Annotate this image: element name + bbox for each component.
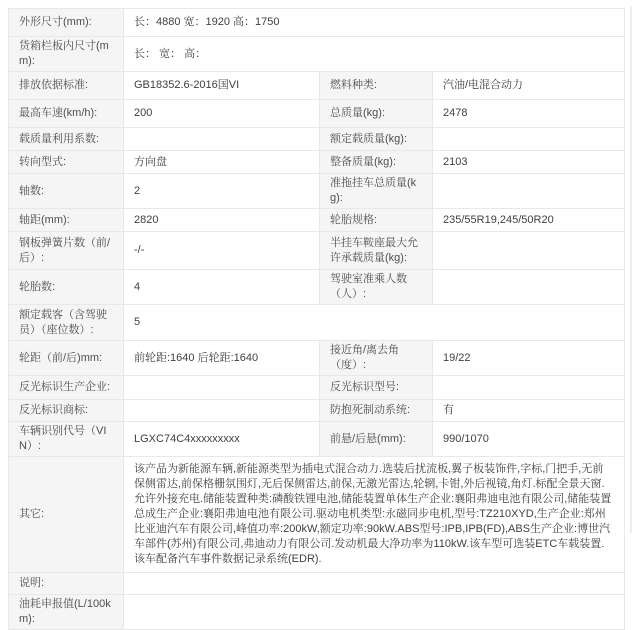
spec-label: 前悬/后悬(mm): [320,422,433,457]
spec-label: 最高车速(km/h): [9,100,124,128]
row-cargo-box-dimensions [9,37,625,72]
spec-label: 燃料种类: [320,72,433,100]
row-leaf-springs-saddle-load [9,232,625,270]
spec-label: 其它: [9,457,124,573]
spec-value [124,573,625,595]
spec-value: GB18352.6-2016国VI [124,72,320,100]
row-fuel-consumption-declared [9,595,625,630]
spec-value: 汽油/电混合动力 [433,72,625,100]
spec-label: 排放依据标准: [9,72,124,100]
spec-value: 该产品为新能源车辆,新能源类型为插电式混合动力.选装后扰流板,翼子板装饰件,字标,门把手,无前保侧雷达,前保格栅氛围灯,无后保侧雷达,前保,无激光雷达,轮辋,卡钳,外后视镜,角灯.标配全景天窗.允许外接充电.储能装置种类:磷酸铁锂电池,储能装置单体生产企业:襄阳弗迪电池有限公司,储能装置总成生产企业:襄阳弗迪电池有限公司.驱动电机类型:永磁同步电机,型号:TZ210XYD,生产企业:郑州比亚迪汽车有限公司,峰值功率:200kW,额定功率:90kW.ABS型号:IPB,IPB(FD),ABS生产企业:博世汽车部件(苏州)有限公司,弗迪动力有限公司.发动机最大净功率为110kW.该车型可选装ETC车载装置.该车配备汽车事件数据记录系统(EDR). [124,457,625,573]
spec-value: 长：4880 宽：1920 高：1750 [124,9,625,37]
spec-label: 转向型式: [9,151,124,174]
row-axle-count-trailer-mass [9,174,625,209]
scrollbar-track [630,6,632,533]
spec-value: 5 [124,305,625,341]
spec-value [433,270,625,305]
spec-label: 驾驶室准乘人数（人）: [320,270,433,305]
row-emission-standard-fuel-type [9,72,625,100]
spec-label: 油耗申报值(L/100km): [9,595,124,630]
spec-value [433,232,625,270]
spec-value [433,174,625,209]
spec-value: -/- [124,232,320,270]
spec-label: 额定载客（含驾驶员）（座位数）: [9,305,124,341]
spec-label: 轮距（前/后)mm: [9,341,124,376]
spec-label: 轮胎数: [9,270,124,305]
spec-label: 货箱栏板内尺寸(mm): [9,37,124,72]
spec-label: 总质量(kg): [320,100,433,128]
spec-value: 4 [124,270,320,305]
spec-label: 反光标识商标: [9,400,124,422]
vehicle-spec-table [8,8,625,630]
spec-label: 说明: [9,573,124,595]
spec-value [124,400,320,422]
spec-label: 外形尺寸(mm): [9,9,124,37]
row-vin-overhang [9,422,625,457]
spec-value: 2820 [124,209,320,232]
spec-label: 反光标识生产企业: [9,376,124,400]
row-steering-curb-mass [9,151,625,174]
spec-label: 车辆识别代号（VIN）: [9,422,124,457]
spec-value: 990/1070 [433,422,625,457]
spec-label: 接近角/离去角（度）: [320,341,433,376]
spec-value: 长： 宽： 高： [124,37,625,72]
spec-value: 19/22 [433,341,625,376]
spec-value: 2 [124,174,320,209]
spec-value: LGXC74C4xxxxxxxxx [124,422,320,457]
row-reflective-trademark-abs [9,400,625,422]
row-overall-dimensions [9,9,625,37]
spec-value: 2103 [433,151,625,174]
row-seating-capacity [9,305,625,341]
spec-value: 235/55R19,245/50R20 [433,209,625,232]
spec-value [433,128,625,151]
row-load-factor-rated-load [9,128,625,151]
spec-label: 准拖挂车总质量(kg): [320,174,433,209]
spec-label: 额定载质量(kg): [320,128,433,151]
spec-value: 有 [433,400,625,422]
spec-label: 钢板弹簧片数（前/后）: [9,232,124,270]
spec-value [124,595,625,630]
row-other-notes [9,457,625,573]
spec-label: 半挂车鞍座最大允许承载质量(kg): [320,232,433,270]
spec-label: 载质量利用系数: [9,128,124,151]
spec-value: 方向盘 [124,151,320,174]
spec-value: 前轮距:1640 后轮距:1640 [124,341,320,376]
row-track-width-approach-angle [9,341,625,376]
spec-value [124,376,320,400]
spec-value [124,128,320,151]
spec-label: 轮胎规格: [320,209,433,232]
spec-value: 200 [124,100,320,128]
spec-label: 防抱死制动系统: [320,400,433,422]
row-wheelbase-tire-spec [9,209,625,232]
spec-label: 反光标识型号: [320,376,433,400]
row-remarks [9,573,625,595]
spec-label: 整备质量(kg): [320,151,433,174]
row-tire-count-cab-passengers [9,270,625,305]
row-max-speed-gross-mass [9,100,625,128]
spec-value: 2478 [433,100,625,128]
spec-value [433,376,625,400]
row-reflective-marking-maker-model [9,376,625,400]
spec-label: 轴数: [9,174,124,209]
spec-label: 轴距(mm): [9,209,124,232]
